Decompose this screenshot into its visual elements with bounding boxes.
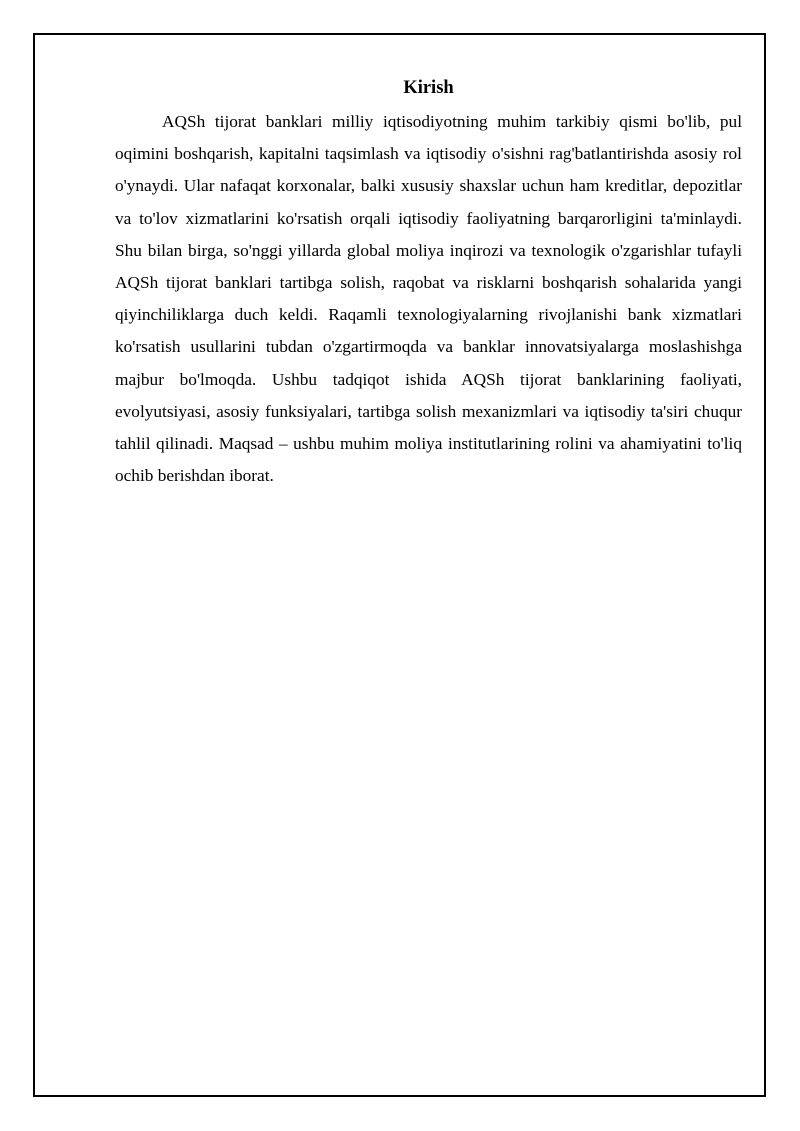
section-title: Kirish (403, 78, 454, 98)
document-content (115, 74, 742, 492)
body-paragraph: AQSh tijorat banklari milliy iqtisodiyotning muhim tarkibiy qismi bo'lib, pul oqimini boshqarish, kapitalni taqsimlash va iqtisodiy o'sishni rag'batlantirishda asosiy rol o'ynaydi. Ular nafaqat korxonalar, balki xususiy shaxslar uchun ham kreditlar, depozitlar va to'lov xizmatlarini ko'rsatish orqali iqtisodiy faoliyatning barqarorligini ta'minlaydi. Shu bilan birga, so'nggi yillarda global moliya inqirozi va texnologik o'zgarishlar tufayli AQSh tijorat banklari tartibga solish, raqobat va risklarni boshqarish sohalarida yangi qiyinchiliklarga duch keldi. Raqamli texnologiyalarning rivojlanishi bank xizmatlari ko'rsatish usullarini tubdan o'zgartirmoqda va banklar innovatsiyalarga moslashishga majbur bo'lmoqda. Ushbu tadqiqot ishida AQSh tijorat banklarining faoliyati, evolyutsiyasi, asosiy funksiyalari, tartibga solish mexanizmlari va iqtisodiy ta'siri chuqur tahlil qilinadi. Maqsad – ushbu muhim moliya institutlarining rolini va ahamiyatini to'liq ochib berishdan iborat. (115, 112, 742, 486)
